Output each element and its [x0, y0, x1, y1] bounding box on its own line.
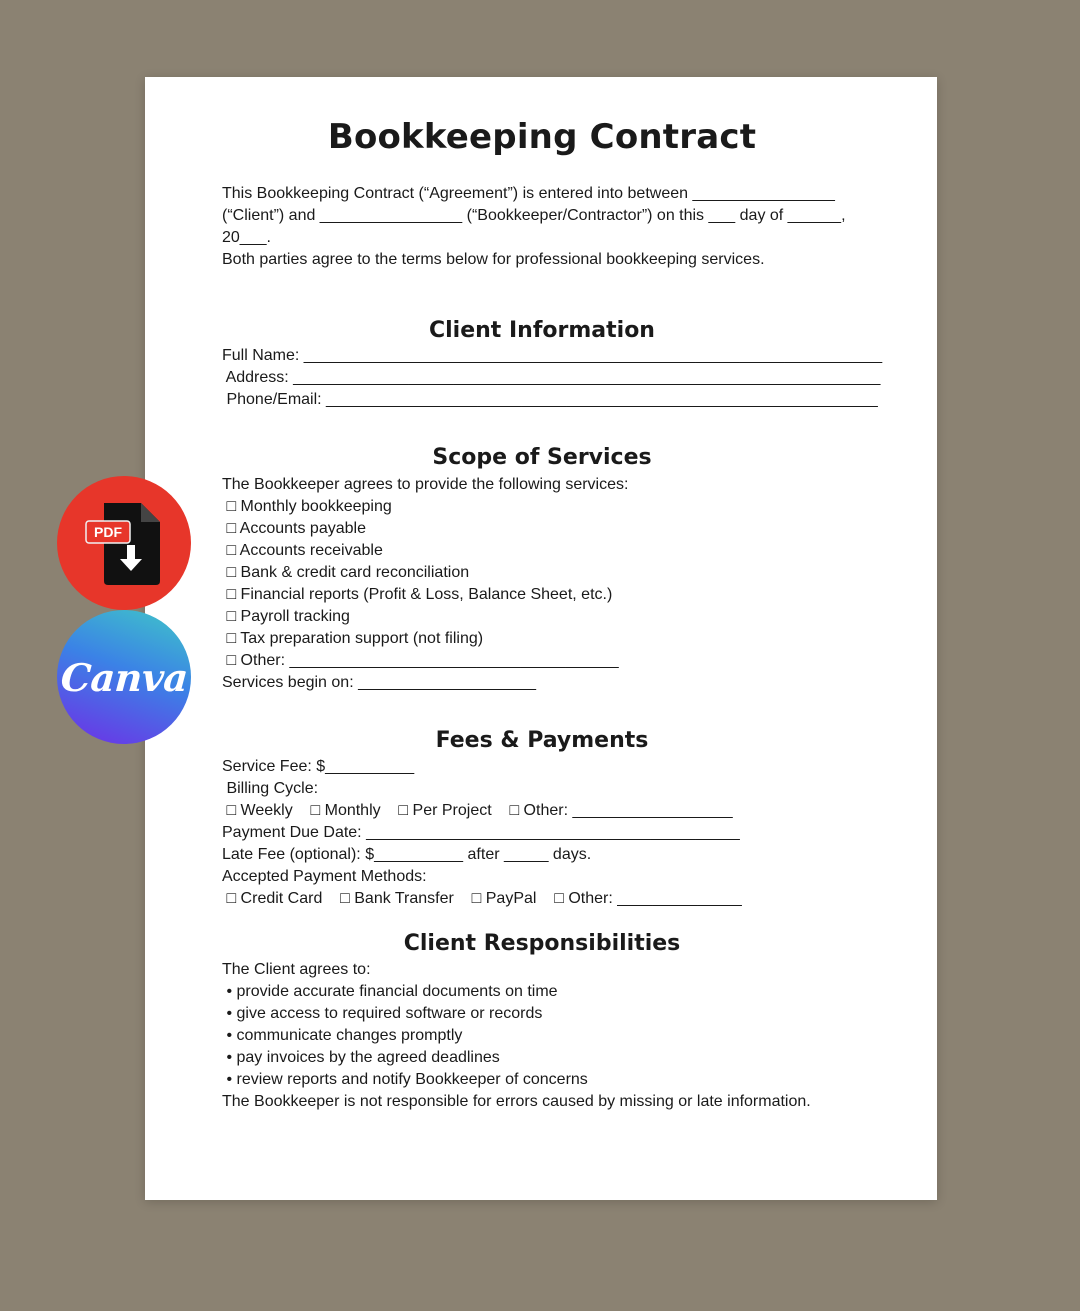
service-checkbox-item: □ Tax preparation support (not filing)	[222, 630, 484, 647]
service-checkbox-item: □ Payroll tracking	[222, 608, 350, 625]
responsibility-item: • give access to required software or records	[222, 1005, 543, 1022]
contract-page	[145, 77, 937, 1200]
responsibility-item: • pay invoices by the agreed deadlines	[222, 1049, 500, 1066]
payment-methods-options: □ Credit Card □ Bank Transfer □ PayPal □ Other: ______________	[222, 890, 742, 907]
pdf-label: PDF	[94, 524, 122, 540]
client-information-heading: Client Information	[429, 318, 655, 343]
intro-line: 20___.	[222, 229, 271, 246]
services-begin-field: Services begin on: ____________________	[222, 674, 537, 691]
phone-email-field: Phone/Email: ______________________________________________________________	[222, 391, 878, 408]
fees-payments-fields	[222, 756, 882, 910]
canva-logo-text: Canva	[59, 654, 189, 700]
document-title: Bookkeeping Contract	[327, 117, 757, 157]
fees-payments-heading: Fees & Payments	[435, 728, 649, 753]
service-fee-field: Service Fee: $__________	[222, 758, 415, 775]
service-checkbox-item: □ Accounts receivable	[222, 542, 383, 559]
service-checkbox-item: □ Accounts payable	[222, 520, 366, 537]
responsibility-item: • provide accurate financial documents on time	[222, 983, 558, 1000]
address-field: Address: __________________________________________________________________	[222, 369, 881, 386]
late-fee-field: Late Fee (optional): $__________ after _____ days.	[222, 846, 592, 863]
intro-line: This Bookkeeping Contract (“Agreement”) is entered into between ________________	[222, 185, 835, 202]
scope-intro: The Bookkeeper agrees to provide the following services:	[222, 476, 629, 493]
service-checkbox-item: □ Bank & credit card reconciliation	[222, 564, 470, 581]
responsibilities-closing: The Bookkeeper is not responsible for errors caused by missing or late information.	[222, 1093, 811, 1110]
responsibilities-intro: The Client agrees to:	[222, 961, 371, 978]
client-responsibilities-list	[222, 959, 882, 1113]
service-checkbox-item: □ Monthly bookkeeping	[222, 498, 392, 515]
scope-of-services-heading: Scope of Services	[432, 445, 652, 470]
payment-due-date-field: Payment Due Date: __________________________________________	[222, 824, 740, 841]
canva-badge[interactable]	[57, 610, 191, 744]
intro-paragraph	[222, 183, 882, 271]
billing-cycle-label: Billing Cycle:	[222, 780, 319, 797]
service-checkbox-item: □ Financial reports (Profit & Loss, Balance Sheet, etc.)	[222, 586, 613, 603]
service-checkbox-item: □ Other: _____________________________________	[222, 652, 619, 669]
pdf-download-badge[interactable]	[57, 476, 191, 610]
responsibility-item: • review reports and notify Bookkeeper of concerns	[222, 1071, 588, 1088]
full-name-field: Full Name: _________________________________________________________________	[222, 347, 883, 364]
scope-of-services-list	[222, 474, 882, 694]
intro-line: Both parties agree to the terms below for professional bookkeeping services.	[222, 251, 765, 268]
payment-methods-label: Accepted Payment Methods:	[222, 868, 427, 885]
responsibility-item: • communicate changes promptly	[222, 1027, 463, 1044]
intro-line: (“Client”) and ________________ (“Bookkeeper/Contractor”) on this ___ day of ______,	[222, 207, 846, 224]
pdf-download-icon	[84, 497, 164, 589]
client-responsibilities-heading: Client Responsibilities	[403, 931, 681, 956]
billing-cycle-options: □ Weekly □ Monthly □ Per Project □ Other: __________________	[222, 802, 733, 819]
client-information-fields	[222, 345, 882, 411]
